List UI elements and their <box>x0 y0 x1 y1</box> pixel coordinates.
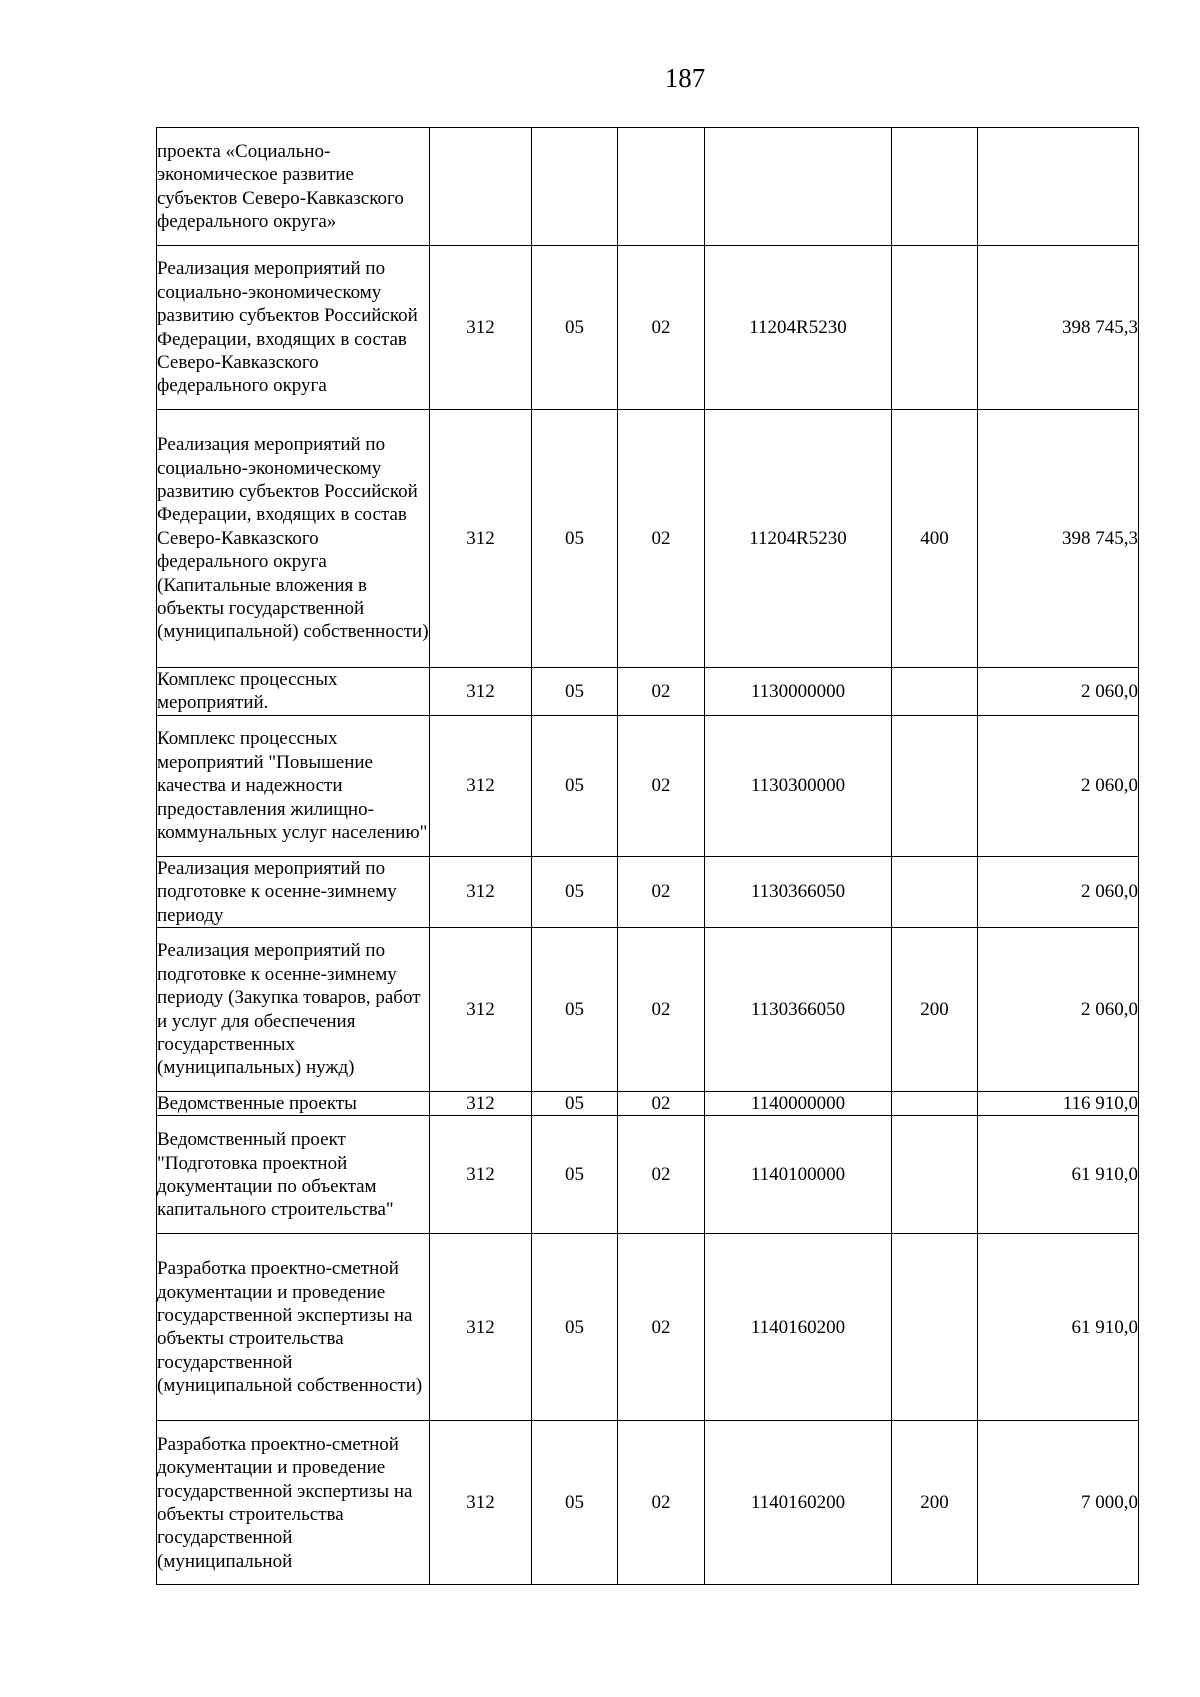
amount-cell: 61 910,0 <box>978 1116 1139 1234</box>
target-article-cell: 1140000000 <box>705 1092 892 1116</box>
admin-code-cell <box>430 128 532 246</box>
item-name-cell: Реализация мероприятий по подготовке к осенне-зимнему периоду (Закупка товаров, работ и услуг для обеспечения государственных (муниципальных) нужд) <box>157 928 430 1092</box>
admin-code-cell: 312 <box>430 1116 532 1234</box>
item-name-cell: Разработка проектно-сметной документации и проведение государственной экспертизы на объекты строительства государственной (муниципальной <box>157 1421 430 1585</box>
subsection-code-cell: 02 <box>618 856 705 927</box>
target-article-cell: 1130366050 <box>705 928 892 1092</box>
expense-type-cell: 400 <box>892 410 978 668</box>
target-article-cell: 1140160200 <box>705 1234 892 1421</box>
section-code-cell: 05 <box>532 410 618 668</box>
section-code-cell: 05 <box>532 1234 618 1421</box>
amount-cell: 398 745,3 <box>978 246 1139 410</box>
item-name-cell: Ведомственный проект "Подготовка проектной документации по объектам капитального строительства" <box>157 1116 430 1234</box>
table-row <box>157 715 1139 856</box>
expense-type-cell: 200 <box>892 1421 978 1585</box>
amount-cell: 7 000,0 <box>978 1421 1139 1585</box>
table-row <box>157 1421 1139 1585</box>
subsection-code-cell: 02 <box>618 1092 705 1116</box>
section-code-cell: 05 <box>532 856 618 927</box>
table-row <box>157 1116 1139 1234</box>
target-article-cell: 11204R5230 <box>705 410 892 668</box>
table-row <box>157 668 1139 716</box>
expense-type-cell <box>892 1234 978 1421</box>
admin-code-cell: 312 <box>430 1421 532 1585</box>
expense-type-cell <box>892 715 978 856</box>
admin-code-cell: 312 <box>430 1234 532 1421</box>
table-row <box>157 246 1139 410</box>
subsection-code-cell: 02 <box>618 715 705 856</box>
subsection-code-cell: 02 <box>618 246 705 410</box>
section-code-cell: 05 <box>532 1421 618 1585</box>
target-article-cell: 11204R5230 <box>705 246 892 410</box>
admin-code-cell: 312 <box>430 410 532 668</box>
subsection-code-cell: 02 <box>618 410 705 668</box>
target-article-cell: 1130000000 <box>705 668 892 716</box>
amount-cell: 116 910,0 <box>978 1092 1139 1116</box>
expense-type-cell <box>892 1116 978 1234</box>
subsection-code-cell: 02 <box>618 668 705 716</box>
amount-cell: 61 910,0 <box>978 1234 1139 1421</box>
admin-code-cell: 312 <box>430 856 532 927</box>
item-name-cell: проекта «Социально-экономическое развитие субъектов Северо-Кавказского федерального округа» <box>157 128 430 246</box>
amount-cell: 398 745,3 <box>978 410 1139 668</box>
subsection-code-cell: 02 <box>618 1421 705 1585</box>
subsection-code-cell: 02 <box>618 1234 705 1421</box>
admin-code-cell: 312 <box>430 715 532 856</box>
admin-code-cell: 312 <box>430 928 532 1092</box>
section-code-cell: 05 <box>532 668 618 716</box>
amount-cell: 2 060,0 <box>978 668 1139 716</box>
section-code-cell: 05 <box>532 1092 618 1116</box>
table-row <box>157 856 1139 927</box>
budget-table <box>156 127 1139 1585</box>
amount-cell <box>978 128 1139 246</box>
expense-type-cell <box>892 246 978 410</box>
expense-type-cell <box>892 856 978 927</box>
amount-cell: 2 060,0 <box>978 856 1139 927</box>
item-name-cell: Разработка проектно-сметной документации и проведение государственной экспертизы на объекты строительства государственной (муниципальной собственности) <box>157 1234 430 1421</box>
subsection-code-cell: 02 <box>618 1116 705 1234</box>
target-article-cell: 1140100000 <box>705 1116 892 1234</box>
item-name-cell: Реализация мероприятий по социально-экономическому развитию субъектов Российской Федерации, входящих в состав Северо-Кавказского федерального округа <box>157 246 430 410</box>
table-body <box>157 128 1139 1585</box>
section-code-cell: 05 <box>532 246 618 410</box>
table-row <box>157 410 1139 668</box>
section-code-cell: 05 <box>532 928 618 1092</box>
table-row <box>157 128 1139 246</box>
target-article-cell: 1130366050 <box>705 856 892 927</box>
item-name-cell: Комплекс процессных мероприятий "Повышение качества и надежности предоставления жилищно-коммунальных услуг населению" <box>157 715 430 856</box>
target-article-cell <box>705 128 892 246</box>
admin-code-cell: 312 <box>430 246 532 410</box>
item-name-cell: Реализация мероприятий по подготовке к осенне-зимнему периоду <box>157 856 430 927</box>
amount-cell: 2 060,0 <box>978 715 1139 856</box>
target-article-cell: 1130300000 <box>705 715 892 856</box>
item-name-cell: Ведомственные проекты <box>157 1092 430 1116</box>
expense-type-cell <box>892 668 978 716</box>
page-number: 187 <box>664 63 706 93</box>
target-article-cell: 1140160200 <box>705 1421 892 1585</box>
item-name-cell: Комплекс процессных мероприятий. <box>157 668 430 716</box>
table-row <box>157 1234 1139 1421</box>
admin-code-cell: 312 <box>430 1092 532 1116</box>
table-row <box>157 1092 1139 1116</box>
expense-type-cell <box>892 128 978 246</box>
table-row <box>157 928 1139 1092</box>
subsection-code-cell <box>618 128 705 246</box>
item-name-cell: Реализация мероприятий по социально-экономическому развитию субъектов Российской Федерации, входящих в состав Северо-Кавказского федерального округа (Капитальные вложения в объекты государственной (муниципальной) собственности) <box>157 410 430 668</box>
amount-cell: 2 060,0 <box>978 928 1139 1092</box>
subsection-code-cell: 02 <box>618 928 705 1092</box>
expense-type-cell: 200 <box>892 928 978 1092</box>
section-code-cell <box>532 128 618 246</box>
admin-code-cell: 312 <box>430 668 532 716</box>
section-code-cell: 05 <box>532 715 618 856</box>
expense-type-cell <box>892 1092 978 1116</box>
section-code-cell: 05 <box>532 1116 618 1234</box>
